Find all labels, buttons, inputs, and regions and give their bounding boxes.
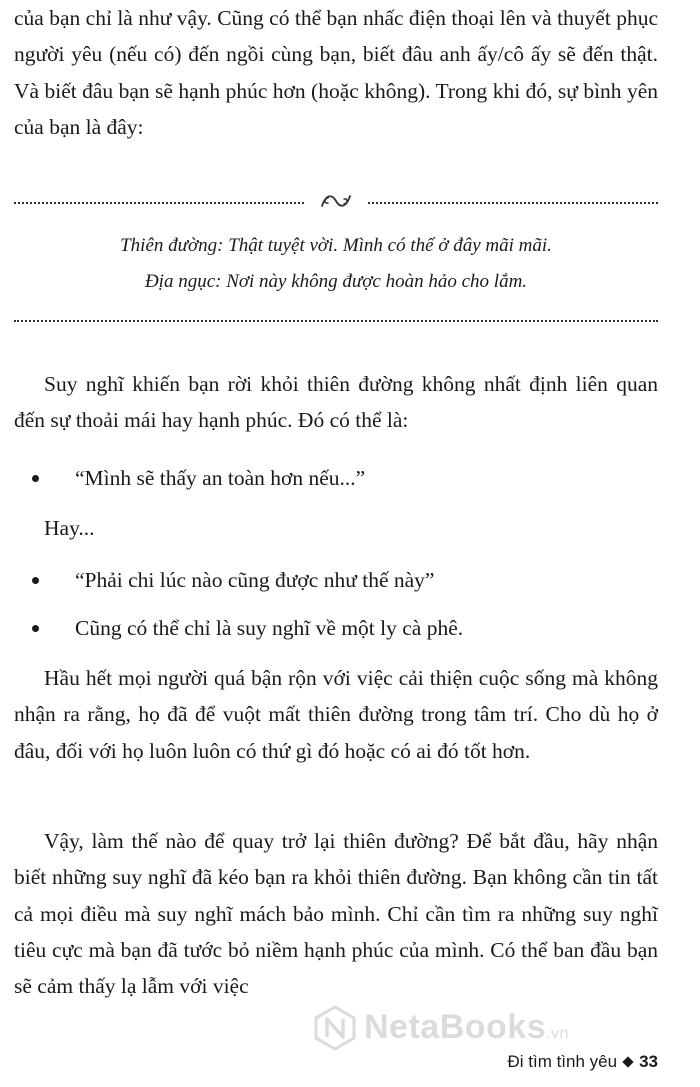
watermark-text xyxy=(364,1007,569,1054)
quote-box xyxy=(14,190,658,330)
bottom-dotted-divider xyxy=(14,320,658,322)
list-item xyxy=(14,562,658,598)
bullet-icon xyxy=(32,625,39,632)
flourish-ornament-icon xyxy=(318,190,354,212)
top-dotted-divider-left xyxy=(14,202,304,204)
hay-text: Hay... xyxy=(44,516,95,540)
list-item-text: “Mình sẽ thấy an toàn hơn nếu...” xyxy=(75,466,366,490)
quote-line-hell: Địa ngục: Nơi này không được hoàn hảo cho lắm. xyxy=(144,271,528,292)
bullet-icon xyxy=(32,577,39,584)
paragraph-thoughts: Suy nghĩ khiến bạn rời khỏi thiên đường không nhất định liên quan đến sự thoải mái hay hạnh phúc. Đó có thể là: xyxy=(14,372,658,433)
top-dotted-divider-right xyxy=(368,202,658,204)
watermark-brand: NetaBooks xyxy=(364,1008,547,1046)
watermark xyxy=(312,1003,612,1055)
footer-book-title: Đi tìm tình yêu xyxy=(507,1052,618,1071)
netabooks-logo-icon xyxy=(312,1005,358,1051)
quote-line-heaven: Thiên đường: Thật tuyệt vời. Mình có thể ở đây mãi mãi. xyxy=(120,235,552,256)
list-item xyxy=(14,460,658,496)
paragraph-busy: Hầu hết mọi người quá bận rộn với việc cải thiện cuộc sống mà không nhận ra rằng, họ đã để vuột mất thiên đường trong tâm trí. Cho dù họ ở đâu, đối với họ luôn luôn có thứ gì đó hoặc có ai đó tốt hơn. xyxy=(14,666,658,763)
list-item-text: Cũng có thể chỉ là suy nghĩ về một ly cà phê. xyxy=(75,616,464,640)
paragraph-return: Vậy, làm thế nào để quay trở lại thiên đường? Để bắt đầu, hãy nhận biết những suy nghĩ đã kéo bạn ra khỏi thiên đường. Bạn không cần tin tất cả mọi điều mà suy nghĩ mách bảo mình. Chỉ cần tìm ra những suy nghĩ tiêu cực mà bạn đã tước bỏ niềm hạnh phúc của mình. Có thể ban đầu bạn sẽ cảm thấy lạ lẫm với việc xyxy=(14,829,658,999)
intro-paragraph: của bạn chỉ là như vậy. Cũng có thể bạn nhấc điện thoại lên và thuyết phục người yêu (nếu có) đến ngồi cùng bạn, biết đâu anh ấy/cô ấy sẽ đến thật. Và biết đâu bạn sẽ hạnh phúc hơn (hoặc không). Trong khi đó, sự bình yên của bạn là đây: xyxy=(14,6,658,139)
bullet-icon xyxy=(32,475,39,482)
page-number: 33 xyxy=(639,1052,658,1071)
diamond-icon xyxy=(622,1056,633,1067)
page-footer xyxy=(507,1051,658,1073)
list-item-text: “Phải chi lúc nào cũng được như thế này” xyxy=(75,568,435,592)
watermark-suffix: .vn xyxy=(546,1025,569,1042)
list-item xyxy=(14,610,658,646)
